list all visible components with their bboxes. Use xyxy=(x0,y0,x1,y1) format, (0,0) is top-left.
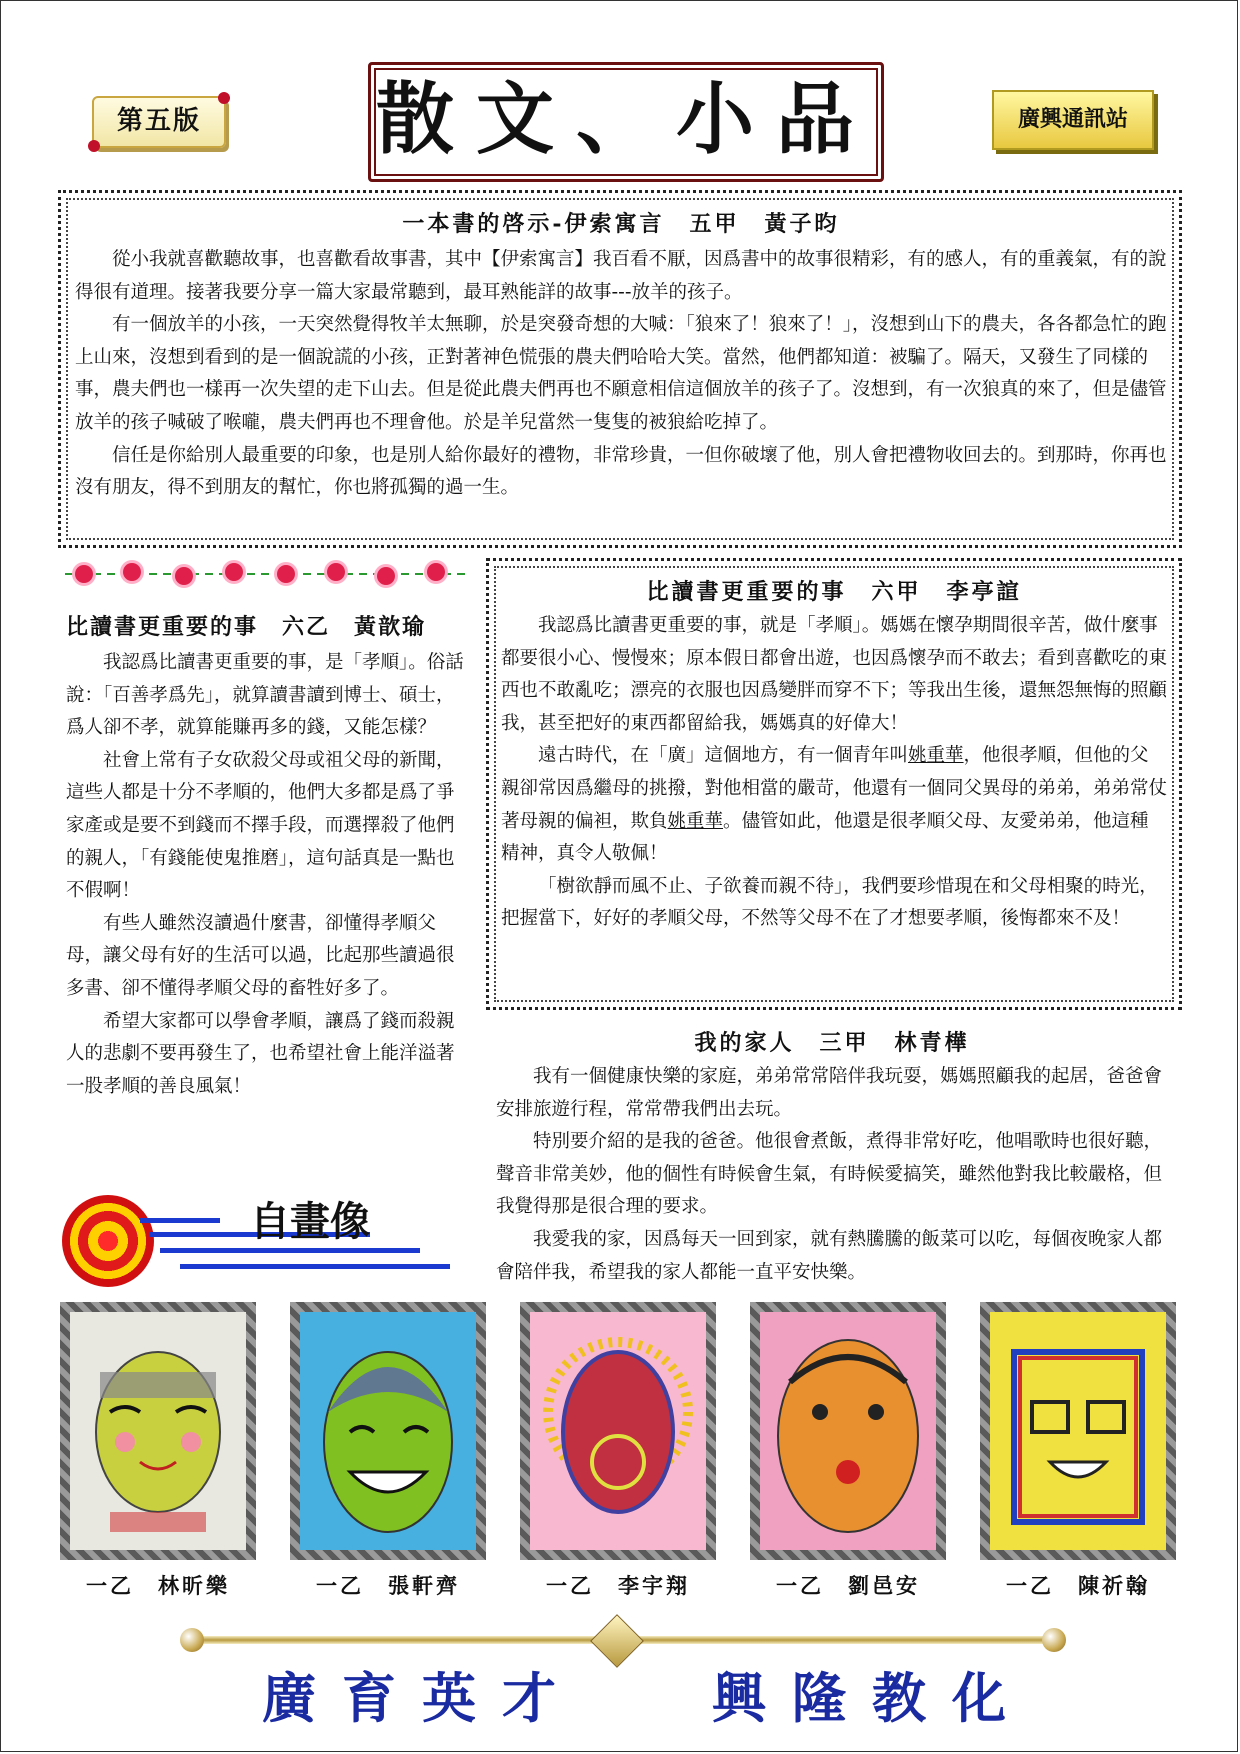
article-2-paragraph: 有些人雖然沒讀過什麼書，卻懂得孝順父母，讓父母有好的生活可以過，比起那些讀過很多書、卻不懂得孝順父母的畜牲好多了。 xyxy=(66,912,455,999)
article-1-title: 一本書的啓示-伊索寓言 五甲 黃子昀 xyxy=(402,211,840,237)
portrait-caption: 一乙 張軒齊 xyxy=(316,1573,460,1598)
article-2 xyxy=(66,610,466,1103)
drawing-icon xyxy=(760,1312,936,1550)
article-4-paragraph: 特別要介紹的是我的爸爸。他很會煮飯，煮得非常好吃，他唱歌時也很好聽，聲音非常美妙，他的個性有時候會生氣，有時候愛搞笑，雖然他對我比較嚴格，但我覺得那是很合理的要求。 xyxy=(496,1131,1163,1218)
drawing-icon xyxy=(530,1312,706,1550)
article-3 xyxy=(501,575,1167,936)
article-1-paragraph: 有一個放羊的小孩，一天突然覺得牧羊太無聊，於是突發奇想的大喊：「狼來了！狼來了！」，沒想到山下的農夫，各各都急忙的跑上山來，沒想到看到的是一個說謊的小孩，正對著神色慌張的農夫們哈哈大笑。當然，他們都知道：被騙了。隔天，又發生了同樣的事，農夫們也一樣再一次失望的走下山去。但是從此農夫們再也不願意相信這個放羊的孩子了。沒想到，有一次狼真的來了，但是儘管放羊的孩子喊破了喉嚨，農夫們再也不理會他。於是羊兒當然一隻隻的被狼給吃掉了。 xyxy=(75,314,1167,433)
drawing-icon xyxy=(70,1312,246,1550)
flower-icon xyxy=(277,565,295,583)
flower-icon xyxy=(75,565,93,583)
article-2-title: 比讀書更重要的事 六乙 黃歆瑜 xyxy=(66,614,427,640)
article-4-title: 我的家人 三甲 林青樺 xyxy=(694,1030,970,1056)
edition-badge: 第五版 xyxy=(92,96,226,148)
article-3-paragraph: 我認爲比讀書更重要的事，就是「孝順」。媽媽在懷孕期間很辛苦，做什麼事都要很小心、慢慢來；原本假日都會出遊，也因爲懷孕而不敢去；看到喜歡吃的東西也不敢亂吃；漂亮的衣服也因爲變胖而穿不下；等我出生後，還無怨無悔的照顧我，甚至把好的東西都留給我，媽媽真的好偉大！ xyxy=(501,615,1168,734)
portrait-frame xyxy=(290,1302,486,1560)
article-2-paragraph: 社會上常有子女砍殺父母或祖父母的新聞，這些人都是十分不孝順的，他們大多都是爲了爭家產或是要不到錢而不擇手段，而選擇殺了他們的親人，「有錢能使鬼推磨」，這句話真是一點也不假啊！ xyxy=(66,749,455,902)
article-1-paragraph: 信任是你給別人最重要的印象，也是別人給你最好的禮物，非常珍貴，一但你破壞了他，別人會把禮物收回去的。到那時，你再也沒有朋友，得不到朋友的幫忙，你也將孤獨的過一生。 xyxy=(75,444,1167,499)
self-portrait-image xyxy=(300,1312,476,1550)
person-name: 姚重華 xyxy=(667,810,724,832)
flower-border-decoration xyxy=(65,559,470,589)
text-segment: 。儘管如此，他還是很孝順父母、友愛弟弟，他這種精神，真令人敬佩！ xyxy=(501,810,1149,865)
article-4-paragraph: 我有一個健康快樂的家庭，弟弟常常陪伴我玩耍，媽媽照顧我的起居，爸爸會安排旅遊行程，常常帶我們出去玩。 xyxy=(496,1066,1163,1120)
flower-icon xyxy=(175,567,193,585)
article-4 xyxy=(496,1026,1168,1289)
portrait-caption: 一乙 林昕樂 xyxy=(86,1573,230,1598)
text-segment: 遠古時代，在「廣」這個地方，有一個青年叫 xyxy=(538,745,909,767)
orb-ornament-icon xyxy=(180,1628,204,1652)
motto-left: 廣育英才 xyxy=(262,1666,582,1730)
article-2-paragraph: 希望大家都可以學會孝順，讓爲了錢而殺親人的悲劇不要再發生了，也希望社會上能洋溢著一股孝順的善良風氣！ xyxy=(66,1010,455,1097)
self-portrait-image xyxy=(990,1312,1166,1550)
portrait-frame xyxy=(520,1302,716,1560)
portrait-section-title: 自畫像 xyxy=(250,1199,370,1245)
article-3-title: 比讀書更重要的事 六甲 李亭諠 xyxy=(646,579,1022,605)
portrait-caption: 一乙 李宇翔 xyxy=(546,1573,690,1598)
portrait-caption: 一乙 劉邑安 xyxy=(776,1573,920,1598)
article-3-paragraph: 「樹欲靜而風不止、子欲養而親不待」，我們要珍惜現在和父母相聚的時光，把握當下，好好的孝順父母，不然等父母不在了才想要孝順，後悔都來不及！ xyxy=(501,875,1158,930)
self-portrait-image xyxy=(530,1312,706,1550)
flower-icon xyxy=(225,563,243,581)
self-portrait-image xyxy=(70,1312,246,1550)
article-1-box xyxy=(58,190,1182,548)
page-title-text: 散文、小品 xyxy=(375,74,876,165)
article-4-paragraph: 我愛我的家，因爲每天一回到家，就有熱騰騰的飯菜可以吃，每個夜晚家人都會陪伴我，希望我的家人都能一直平安快樂。 xyxy=(496,1228,1163,1283)
article-1-paragraph: 從小我就喜歡聽故事，也喜歡看故事書，其中【伊索寓言】我百看不厭，因爲書中的故事很精彩，有的感人，有的重義氣，有的說得很有道理。接著我要分享一篇大家最常聽到，最耳熟能詳的故事---放羊的孩子。 xyxy=(75,249,1167,303)
flower-icon xyxy=(427,563,445,581)
article-1 xyxy=(75,207,1167,505)
self-portrait-image xyxy=(760,1312,936,1550)
flower-icon xyxy=(327,563,345,581)
person-name: 姚重華 xyxy=(908,745,964,767)
portrait-frame xyxy=(980,1302,1176,1560)
flower-icon xyxy=(377,567,395,585)
portrait-caption: 一乙 陳祈翰 xyxy=(1006,1573,1150,1598)
orb-ornament-icon xyxy=(1042,1628,1066,1652)
text-segment: ，他很孝順，但他的父親卻常因爲繼母的挑撥，對他相當的嚴苛，他還有一個同父異母的弟弟，弟弟常仗著母親的偏袒，欺負 xyxy=(501,745,1168,832)
article-3-box xyxy=(486,558,1182,1010)
motto-right: 興隆教化 xyxy=(712,1666,1032,1730)
article-2-paragraph: 我認爲比讀書更重要的事，是「孝順」。俗話說：「百善孝爲先」，就算讀書讀到博士、碩士，爲人卻不孝，就算能賺再多的錢，又能怎樣？ xyxy=(66,652,464,739)
drawing-icon xyxy=(990,1312,1166,1550)
article-3-paragraph xyxy=(501,740,1167,870)
page-title xyxy=(368,62,884,182)
portrait-frame xyxy=(750,1302,946,1560)
drawing-icon xyxy=(300,1312,476,1550)
flower-icon xyxy=(123,563,141,581)
portrait-frame xyxy=(60,1302,256,1560)
station-badge: 廣興通訊站 xyxy=(992,90,1154,150)
